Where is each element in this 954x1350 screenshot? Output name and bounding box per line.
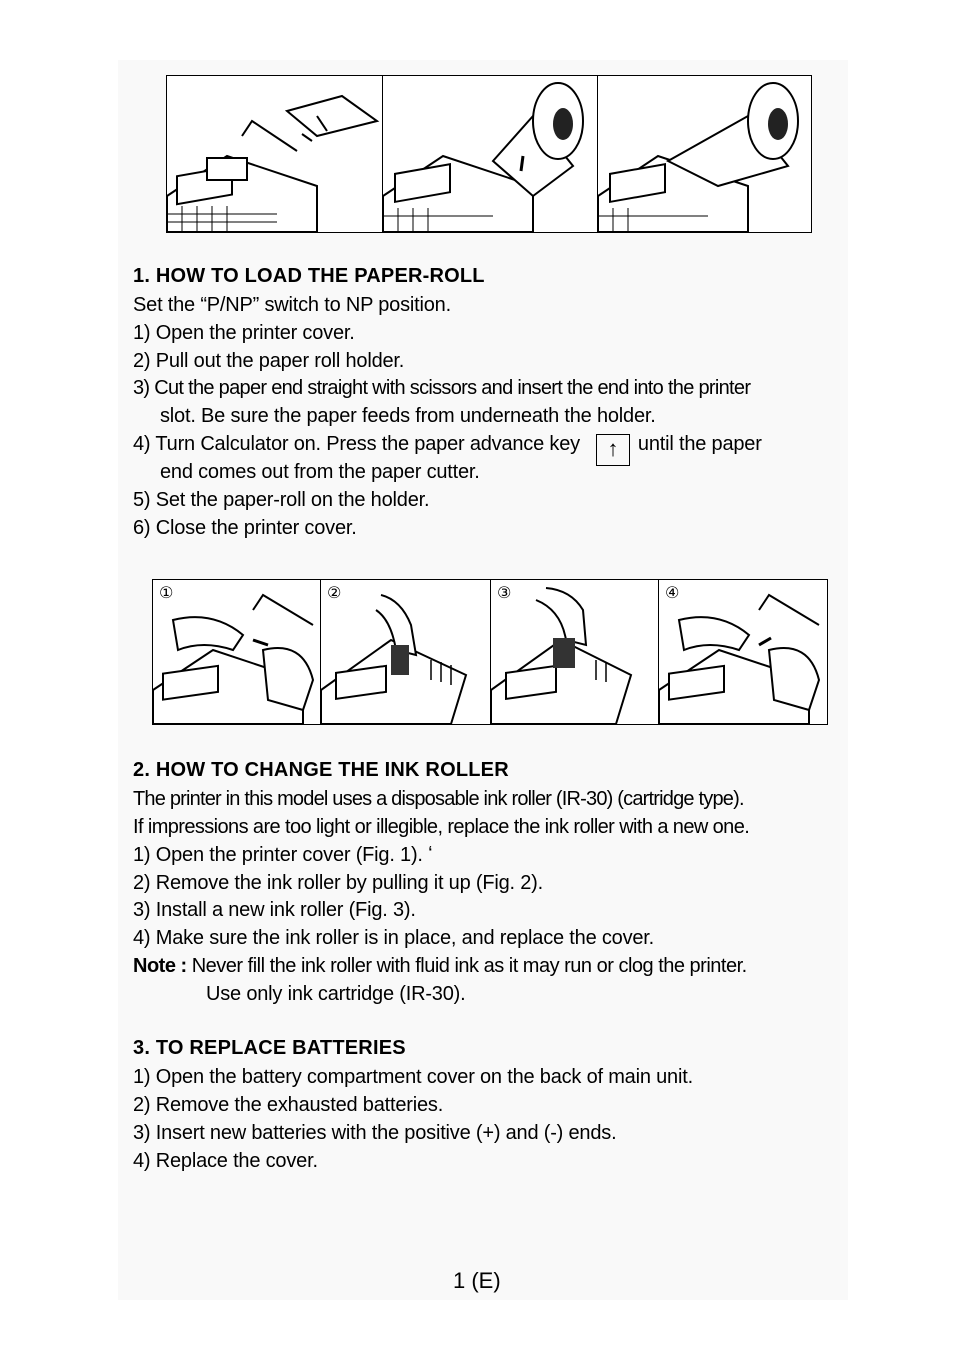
- section-1-step-3-cont: slot. Be sure the paper feeds from underneath the holder.: [160, 405, 656, 427]
- figure-step-4: [658, 579, 828, 725]
- section-2-step-4: 4) Make sure the ink roller is in place, and replace the cover.: [133, 927, 655, 949]
- section-1-step-2: 2) Pull out the paper roll holder.: [133, 350, 405, 372]
- section-2-note-cont: Use only ink cartridge (IR-30).: [206, 983, 466, 1005]
- section-3-step-3: 3) Insert new batteries with the positive (+) and (-) ends.: [133, 1122, 617, 1144]
- section-1-step-4-text: 4) Turn Calculator on. Press the paper advance key: [133, 433, 580, 455]
- section-2-intro-1: The printer in this model uses a disposable ink roller (IR-30) (cartridge type).: [133, 788, 744, 810]
- figure-step-2: [320, 579, 492, 725]
- section-2-step-1: 1) Open the printer cover (Fig. 1). ʻ: [133, 844, 433, 866]
- figure-step-3-label: ③: [497, 583, 512, 602]
- section-1-step-1: 1) Open the printer cover.: [133, 322, 355, 344]
- section-1-step-5: 5) Set the paper-roll on the holder.: [133, 489, 430, 511]
- section-1-step-6: 6) Close the printer cover.: [133, 517, 357, 539]
- figure-open-holder: [166, 75, 384, 233]
- open-cover-illustration: [153, 580, 321, 724]
- figure-step-4-label: ④: [665, 583, 680, 602]
- note-text: Never fill the ink roller with fluid ink as it may run or clog the printer.: [191, 955, 747, 977]
- install-roller-illustration: [491, 580, 659, 724]
- note-label: Note :: [133, 955, 187, 977]
- figure-step-2-label: ②: [327, 583, 342, 602]
- section-1-step-3: 3) Cut the paper end straight with scissors and insert the end into the printer: [133, 377, 751, 399]
- calculator-illustration: [167, 76, 383, 232]
- paper-advance-key-icon: ↑: [596, 434, 630, 466]
- section-3-heading: 3. TO REPLACE BATTERIES: [133, 1037, 406, 1059]
- section-1-step-4-cont: end comes out from the paper cutter.: [160, 461, 480, 483]
- section-2-intro-2: If impressions are too light or illegible, replace the ink roller with a new one.: [133, 816, 750, 838]
- section-3-step-4: 4) Replace the cover.: [133, 1150, 318, 1172]
- close-cover-illustration: [659, 580, 827, 724]
- figure-insert-paper: [382, 75, 600, 233]
- section-3-step-1: 1) Open the battery compartment cover on the back of main unit.: [133, 1066, 693, 1088]
- paper-roll-illustration: [383, 76, 599, 232]
- section-1-step-4-text-end: until the paper: [637, 433, 762, 455]
- figure-paper-loaded: [597, 75, 812, 233]
- section-2-step-3: 3) Install a new ink roller (Fig. 3).: [133, 899, 416, 921]
- section-2-step-2: 2) Remove the ink roller by pulling it up (Fig. 2).: [133, 872, 543, 894]
- section-2-heading: 2. HOW TO CHANGE THE INK ROLLER: [133, 759, 509, 781]
- figure-step-3: [490, 579, 660, 725]
- section-1-intro: Set the “P/NP” switch to NP position.: [133, 294, 451, 316]
- section-2-note: [133, 955, 747, 978]
- section-1-heading: 1. HOW TO LOAD THE PAPER-ROLL: [133, 265, 485, 287]
- page-number: 1 (E): [453, 1268, 501, 1293]
- remove-roller-illustration: [321, 580, 491, 724]
- section-3-step-2: 2) Remove the exhausted batteries.: [133, 1094, 444, 1116]
- paper-loaded-illustration: [598, 76, 811, 232]
- figure-step-1-label: ①: [159, 583, 174, 602]
- figure-step-1: [152, 579, 322, 725]
